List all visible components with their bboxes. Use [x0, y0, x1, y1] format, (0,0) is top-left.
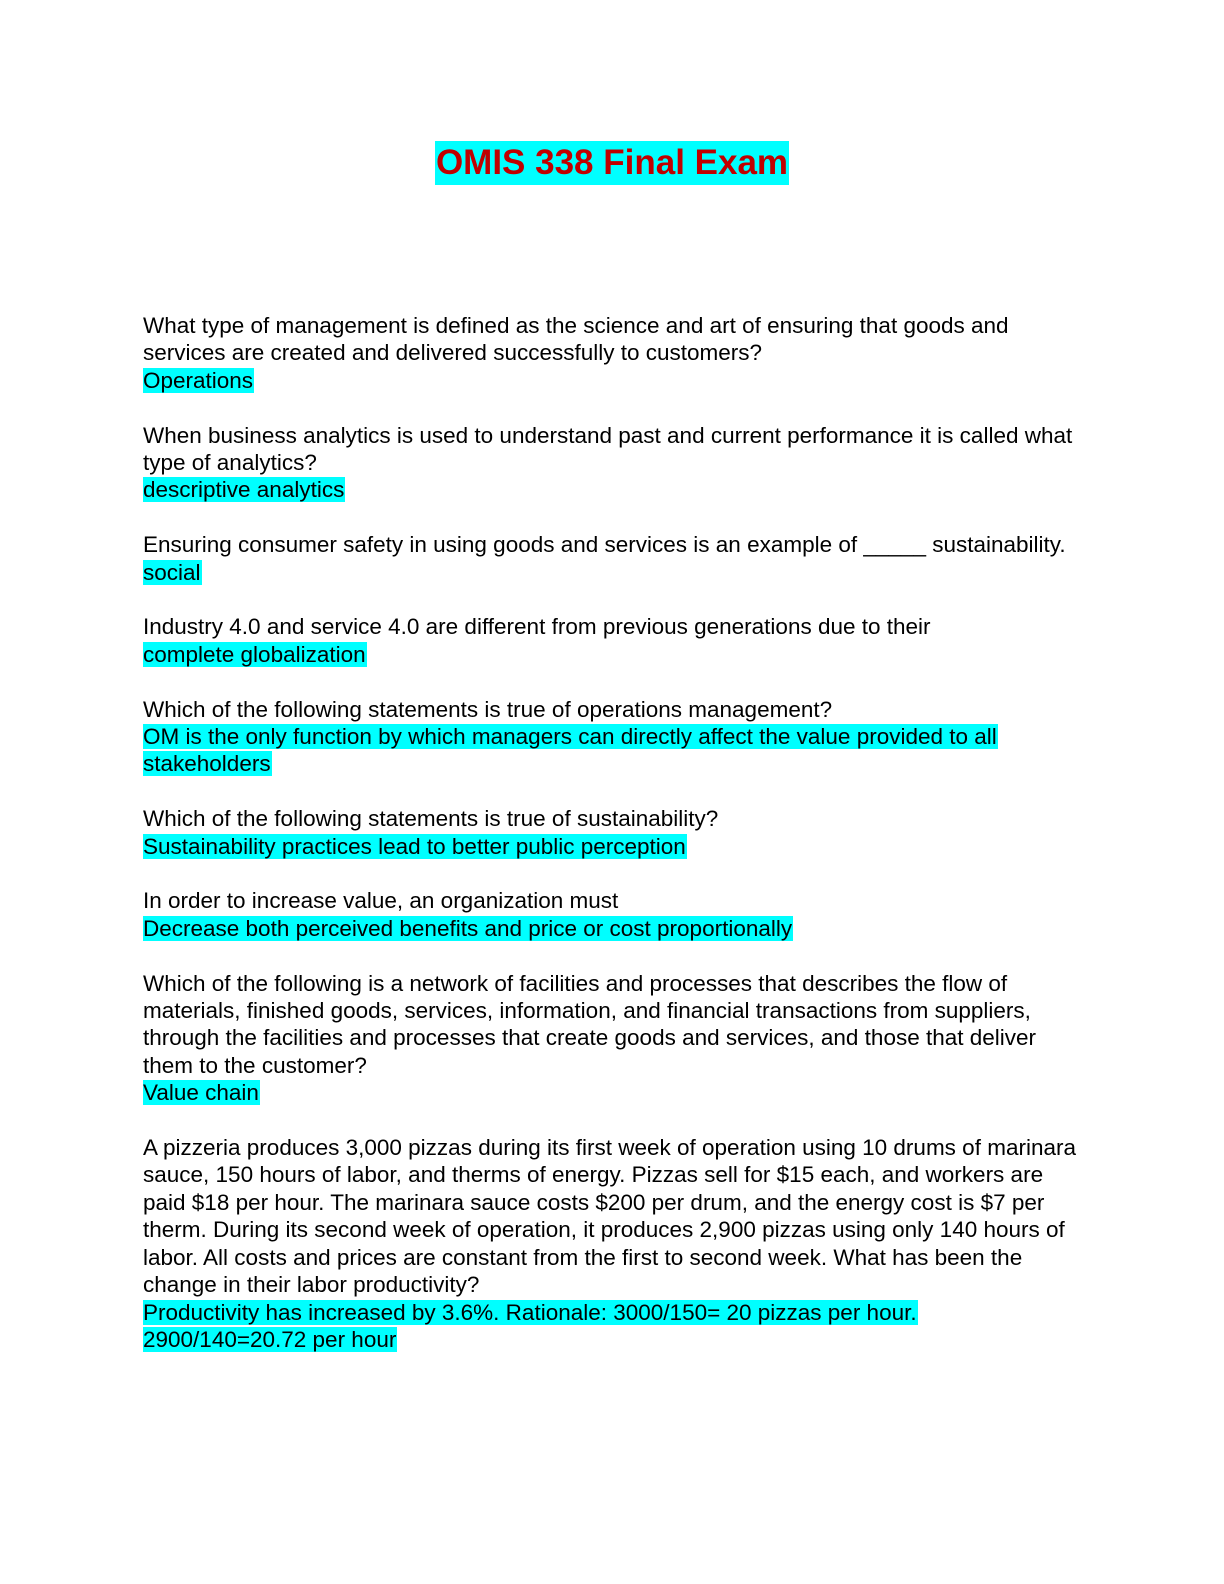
exam-content: [143, 312, 1083, 1381]
qa-item: [143, 613, 1083, 668]
answer-text: Decrease both perceived benefits and price or cost proportionally: [143, 915, 793, 941]
question-text: What type of management is defined as the science and art of ensuring that goods and services are created and delivered successfully to customers?: [143, 313, 1009, 366]
qa-item: [143, 696, 1083, 778]
page-title-container: [0, 141, 1224, 185]
answer-text: Operations: [143, 367, 254, 393]
question-text: A pizzeria produces 3,000 pizzas during its first week of operation using 10 drums of marinara sauce, 150 hours of labor, and therms of energy. Pizzas sell for $15 each, and workers are paid $18 per hour. The marinara sauce costs $200 per drum, and the energy cost is $7 per therm. During its second week of operation, it produces 2,900 pizzas using only 140 hours of labor. All costs and prices are constant from the first to second week. What has been the change in their labor productivity?: [143, 1135, 1076, 1298]
answer-text: OM is the only function by which managers can directly affect the value provided to all stakeholders: [143, 724, 997, 777]
page-title: OMIS 338 Final Exam: [435, 141, 789, 185]
answer-text: complete globalization: [143, 641, 366, 667]
question-text: Ensuring consumer safety in using goods and services is an example of _____ sustainability.: [143, 532, 1066, 558]
answer-text: Value chain: [143, 1080, 259, 1106]
qa-item: [143, 312, 1083, 394]
qa-item: [143, 422, 1083, 504]
question-text: Which of the following statements is true of operations management?: [143, 696, 833, 722]
question-text: Which of the following is a network of facilities and processes that describes the flow of materials, finished goods, services, information, and financial transactions from suppliers, through the facilities and processes that create goods and services, and those that deliver them to the customer?: [143, 970, 1037, 1078]
question-text: Industry 4.0 and service 4.0 are different from previous generations due to their: [143, 614, 931, 640]
answer-text: Productivity has increased by 3.6%. Rationale: 3000/150= 20 pizzas per hour. 2900/140=20.72 per hour: [143, 1299, 917, 1352]
qa-item: [143, 887, 1083, 942]
qa-item: [143, 1134, 1083, 1353]
question-text: When business analytics is used to understand past and current performance it is called what type of analytics?: [143, 422, 1073, 476]
answer-text: descriptive analytics: [143, 477, 345, 503]
qa-item: [143, 970, 1083, 1107]
answer-text: social: [143, 559, 201, 585]
qa-item: [143, 805, 1083, 860]
qa-item: [143, 531, 1083, 586]
answer-text: Sustainability practices lead to better public perception: [143, 833, 686, 859]
question-text: In order to increase value, an organization must: [143, 888, 619, 914]
question-text: Which of the following statements is true of sustainability?: [143, 806, 719, 832]
